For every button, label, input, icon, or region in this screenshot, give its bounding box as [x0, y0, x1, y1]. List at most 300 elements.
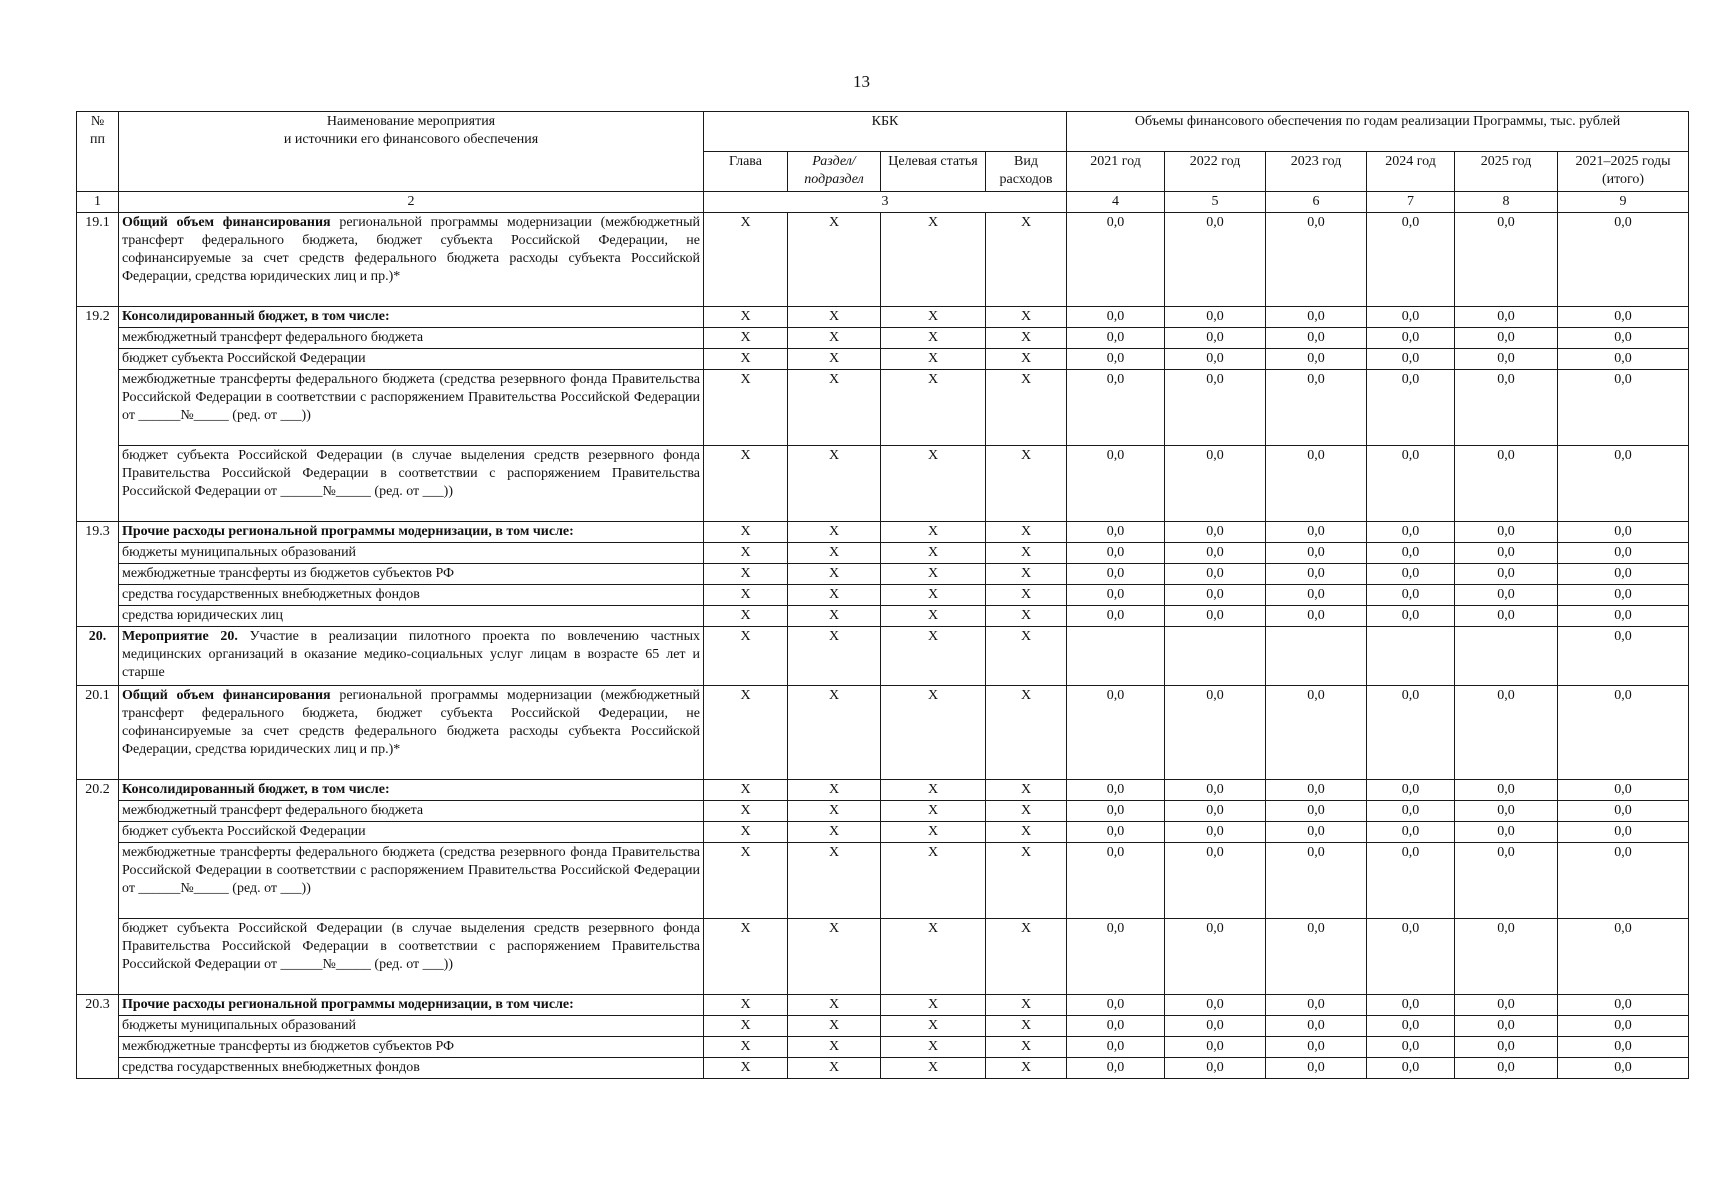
value-cell: 0,0	[1266, 213, 1367, 307]
value-cell: 0,0	[1367, 995, 1455, 1016]
row-number: 20.3	[77, 995, 119, 1079]
value-cell: 0,0	[1455, 446, 1558, 522]
kbk-cell: X	[788, 1058, 881, 1079]
value-cell: 0,0	[1266, 585, 1367, 606]
value-cell: 0,0	[1266, 919, 1367, 995]
value-cell: 0,0	[1165, 843, 1266, 919]
row-name: межбюджетные трансферты из бюджетов субъектов РФ	[119, 1037, 704, 1058]
kbk-cell: X	[986, 686, 1067, 780]
col-number: 3	[704, 192, 1067, 213]
value-cell: 0,0	[1165, 213, 1266, 307]
value-cell: 0,0	[1067, 522, 1165, 543]
kbk-cell: X	[881, 627, 986, 686]
kbk-cell: X	[704, 213, 788, 307]
table-row	[77, 686, 1689, 780]
value-cell: 0,0	[1455, 307, 1558, 328]
kbk-cell: X	[704, 606, 788, 627]
kbk-cell: X	[704, 843, 788, 919]
kbk-cell: X	[881, 1037, 986, 1058]
table-row	[77, 919, 1689, 995]
value-cell: 0,0	[1455, 801, 1558, 822]
kbk-cell: X	[881, 522, 986, 543]
header-kbk-statya: Целевая статья	[881, 152, 986, 192]
row-name	[119, 627, 704, 686]
value-cell: 0,0	[1558, 349, 1689, 370]
kbk-cell: X	[704, 822, 788, 843]
kbk-cell: X	[788, 349, 881, 370]
row-number: 20.2	[77, 780, 119, 995]
value-cell: 0,0	[1558, 822, 1689, 843]
value-cell: 0,0	[1266, 1037, 1367, 1058]
value-cell: 0,0	[1165, 1037, 1266, 1058]
value-cell: 0,0	[1455, 564, 1558, 585]
kbk-cell: X	[986, 627, 1067, 686]
kbk-cell: X	[788, 564, 881, 585]
value-cell: 0,0	[1067, 1016, 1165, 1037]
kbk-cell: X	[881, 446, 986, 522]
kbk-cell: X	[986, 1058, 1067, 1079]
kbk-cell: X	[986, 801, 1067, 822]
value-cell: 0,0	[1266, 606, 1367, 627]
value-cell: 0,0	[1558, 564, 1689, 585]
value-cell: 0,0	[1367, 1016, 1455, 1037]
value-cell: 0,0	[1367, 307, 1455, 328]
value-cell: 0,0	[1165, 349, 1266, 370]
value-cell: 0,0	[1266, 801, 1367, 822]
value-cell: 0,0	[1558, 1058, 1689, 1079]
table-row	[77, 349, 1689, 370]
kbk-cell: X	[986, 564, 1067, 585]
value-cell: 0,0	[1367, 370, 1455, 446]
value-cell: 0,0	[1067, 822, 1165, 843]
col-number: 6	[1266, 192, 1367, 213]
value-cell: 0,0	[1367, 446, 1455, 522]
value-cell: 0,0	[1067, 919, 1165, 995]
kbk-cell: X	[881, 995, 986, 1016]
col-number: 1	[77, 192, 119, 213]
kbk-cell: X	[704, 370, 788, 446]
kbk-cell: X	[788, 995, 881, 1016]
table-row	[77, 213, 1689, 307]
row-name: бюджет субъекта Российской Федерации (в случае выделения средств резервного фонда Правительства Российской Федерации в соответствии с распоряжением Правительства Российской Федерации от ______№_____ (ред. от ___))	[119, 446, 704, 522]
table-row	[77, 328, 1689, 349]
value-cell: 0,0	[1266, 843, 1367, 919]
table-row	[77, 801, 1689, 822]
kbk-cell: X	[788, 1016, 881, 1037]
table-row	[77, 370, 1689, 446]
row-name: межбюджетные трансферты федерального бюджета (средства резервного фонда Правительства Российской Федерации в соответствии с распоряжением Правительства Российской Федерации от ______№_____ (ред. от ___))	[119, 843, 704, 919]
value-cell: 0,0	[1266, 349, 1367, 370]
kbk-cell: X	[704, 1016, 788, 1037]
value-cell: 0,0	[1165, 446, 1266, 522]
value-cell: 0,0	[1067, 686, 1165, 780]
table-row	[77, 822, 1689, 843]
table-row	[77, 446, 1689, 522]
table-row	[77, 543, 1689, 564]
value-cell: 0,0	[1067, 1037, 1165, 1058]
kbk-cell: X	[704, 349, 788, 370]
value-cell: 0,0	[1165, 1058, 1266, 1079]
table-row	[77, 585, 1689, 606]
row-name-text: Участие в реализации пилотного проекта по вовлечению частных медицинских организаций в оказание медико-социальных услуг лицам в возрасте 65 лет и старше	[122, 629, 700, 680]
value-cell: 0,0	[1266, 522, 1367, 543]
value-cell: 0,0	[1165, 1016, 1266, 1037]
value-cell	[1455, 627, 1558, 686]
value-cell: 0,0	[1165, 522, 1266, 543]
value-cell: 0,0	[1455, 822, 1558, 843]
value-cell: 0,0	[1455, 328, 1558, 349]
value-cell: 0,0	[1367, 822, 1455, 843]
value-cell: 0,0	[1067, 307, 1165, 328]
header-row-1	[77, 112, 1689, 152]
kbk-cell: X	[881, 919, 986, 995]
value-cell: 0,0	[1455, 370, 1558, 446]
value-cell: 0,0	[1067, 328, 1165, 349]
header-year-2025: 2025 год	[1455, 152, 1558, 192]
kbk-cell: X	[986, 780, 1067, 801]
kbk-cell: X	[788, 446, 881, 522]
kbk-cell: X	[788, 686, 881, 780]
value-cell	[1367, 627, 1455, 686]
value-cell: 0,0	[1266, 686, 1367, 780]
value-cell: 0,0	[1367, 543, 1455, 564]
value-cell: 0,0	[1165, 307, 1266, 328]
kbk-cell: X	[986, 1016, 1067, 1037]
row-name: бюджет субъекта Российской Федерации	[119, 822, 704, 843]
header-num: № пп	[77, 112, 119, 192]
kbk-cell: X	[788, 627, 881, 686]
value-cell: 0,0	[1367, 1037, 1455, 1058]
value-cell: 0,0	[1558, 780, 1689, 801]
value-cell: 0,0	[1165, 919, 1266, 995]
kbk-cell: X	[986, 370, 1067, 446]
kbk-cell: X	[986, 213, 1067, 307]
table-row	[77, 564, 1689, 585]
value-cell: 0,0	[1165, 370, 1266, 446]
value-cell: 0,0	[1558, 627, 1689, 686]
kbk-cell: X	[986, 585, 1067, 606]
value-cell: 0,0	[1455, 213, 1558, 307]
table-row	[77, 307, 1689, 328]
table-row	[77, 843, 1689, 919]
value-cell: 0,0	[1455, 1016, 1558, 1037]
header-kbk-razdel: Раздел/ подраздел	[788, 152, 881, 192]
header-year-total: 2021–2025 годы (итого)	[1558, 152, 1689, 192]
value-cell: 0,0	[1266, 446, 1367, 522]
row-name: Прочие расходы региональной программы модернизации, в том числе:	[119, 522, 704, 543]
kbk-cell: X	[986, 822, 1067, 843]
value-cell: 0,0	[1558, 995, 1689, 1016]
kbk-cell: X	[788, 780, 881, 801]
row-name: межбюджетный трансферт федерального бюджета	[119, 328, 704, 349]
kbk-cell: X	[788, 585, 881, 606]
value-cell	[1067, 627, 1165, 686]
value-cell: 0,0	[1067, 446, 1165, 522]
value-cell: 0,0	[1455, 606, 1558, 627]
header-name: Наименование мероприятия и источники его финансового обеспечения	[119, 112, 704, 192]
kbk-cell: X	[704, 564, 788, 585]
column-number-row	[77, 192, 1689, 213]
value-cell: 0,0	[1067, 564, 1165, 585]
kbk-cell: X	[704, 627, 788, 686]
row-name: Консолидированный бюджет, в том числе:	[119, 780, 704, 801]
value-cell: 0,0	[1558, 328, 1689, 349]
header-volumes: Объемы финансового обеспечения по годам реализации Программы, тыс. рублей	[1067, 112, 1689, 152]
kbk-cell: X	[788, 1037, 881, 1058]
kbk-cell: X	[881, 370, 986, 446]
value-cell: 0,0	[1266, 1058, 1367, 1079]
page-number: 13	[853, 72, 870, 91]
header-kbk-vid: Вид расходов	[986, 152, 1067, 192]
value-cell: 0,0	[1558, 307, 1689, 328]
kbk-cell: X	[704, 686, 788, 780]
value-cell: 0,0	[1455, 843, 1558, 919]
header-year-2023: 2023 год	[1266, 152, 1367, 192]
value-cell: 0,0	[1165, 328, 1266, 349]
row-name: средства государственных внебюджетных фондов	[119, 585, 704, 606]
header-year-2022: 2022 год	[1165, 152, 1266, 192]
value-cell: 0,0	[1266, 1016, 1367, 1037]
header-kbk: КБК	[704, 112, 1067, 152]
value-cell: 0,0	[1067, 370, 1165, 446]
value-cell: 0,0	[1266, 543, 1367, 564]
row-number: 20.	[77, 627, 119, 686]
value-cell: 0,0	[1165, 585, 1266, 606]
value-cell: 0,0	[1367, 522, 1455, 543]
row-number: 20.1	[77, 686, 119, 780]
value-cell: 0,0	[1165, 606, 1266, 627]
value-cell: 0,0	[1367, 1058, 1455, 1079]
value-cell: 0,0	[1067, 213, 1165, 307]
value-cell	[1165, 627, 1266, 686]
kbk-cell: X	[986, 307, 1067, 328]
value-cell: 0,0	[1367, 213, 1455, 307]
col-number: 4	[1067, 192, 1165, 213]
value-cell: 0,0	[1067, 1058, 1165, 1079]
kbk-cell: X	[704, 919, 788, 995]
value-cell: 0,0	[1558, 919, 1689, 995]
row-number: 19.1	[77, 213, 119, 307]
table-body	[77, 213, 1689, 1079]
kbk-cell: X	[881, 349, 986, 370]
kbk-cell: X	[788, 919, 881, 995]
kbk-cell: X	[788, 543, 881, 564]
value-cell: 0,0	[1558, 585, 1689, 606]
kbk-cell: X	[704, 801, 788, 822]
row-name: средства государственных внебюджетных фондов	[119, 1058, 704, 1079]
kbk-cell: X	[881, 585, 986, 606]
kbk-cell: X	[881, 1058, 986, 1079]
header-kbk-glava: Глава	[704, 152, 788, 192]
value-cell: 0,0	[1165, 564, 1266, 585]
kbk-cell: X	[881, 780, 986, 801]
value-cell: 0,0	[1455, 780, 1558, 801]
row-number: 19.2	[77, 307, 119, 522]
row-name: Консолидированный бюджет, в том числе:	[119, 307, 704, 328]
value-cell: 0,0	[1367, 686, 1455, 780]
kbk-cell: X	[881, 213, 986, 307]
value-cell	[1266, 627, 1367, 686]
kbk-cell: X	[986, 1037, 1067, 1058]
value-cell: 0,0	[1266, 995, 1367, 1016]
kbk-cell: X	[986, 522, 1067, 543]
value-cell: 0,0	[1266, 822, 1367, 843]
value-cell: 0,0	[1367, 801, 1455, 822]
kbk-cell: X	[788, 822, 881, 843]
kbk-cell: X	[704, 446, 788, 522]
row-name	[119, 686, 704, 780]
kbk-cell: X	[788, 843, 881, 919]
value-cell: 0,0	[1165, 822, 1266, 843]
value-cell: 0,0	[1455, 919, 1558, 995]
table-row	[77, 780, 1689, 801]
value-cell: 0,0	[1266, 370, 1367, 446]
value-cell: 0,0	[1067, 843, 1165, 919]
value-cell: 0,0	[1367, 919, 1455, 995]
kbk-cell: X	[986, 446, 1067, 522]
kbk-cell: X	[788, 606, 881, 627]
row-name: бюджет субъекта Российской Федерации	[119, 349, 704, 370]
value-cell: 0,0	[1367, 585, 1455, 606]
value-cell: 0,0	[1165, 780, 1266, 801]
header-year-2021: 2021 год	[1067, 152, 1165, 192]
row-number: 19.3	[77, 522, 119, 627]
value-cell: 0,0	[1455, 543, 1558, 564]
kbk-cell: X	[788, 213, 881, 307]
value-cell: 0,0	[1558, 543, 1689, 564]
row-name: Прочие расходы региональной программы модернизации, в том числе:	[119, 995, 704, 1016]
value-cell: 0,0	[1558, 801, 1689, 822]
kbk-cell: X	[881, 606, 986, 627]
col-number: 8	[1455, 192, 1558, 213]
col-number: 2	[119, 192, 704, 213]
value-cell: 0,0	[1558, 1037, 1689, 1058]
value-cell: 0,0	[1266, 328, 1367, 349]
table-row	[77, 1037, 1689, 1058]
row-name-lead: Общий объем финансирования	[122, 688, 331, 703]
value-cell: 0,0	[1455, 349, 1558, 370]
value-cell: 0,0	[1266, 564, 1367, 585]
kbk-cell: X	[881, 543, 986, 564]
value-cell: 0,0	[1367, 349, 1455, 370]
kbk-cell: X	[881, 822, 986, 843]
kbk-cell: X	[704, 585, 788, 606]
table-row	[77, 1016, 1689, 1037]
row-name: средства юридических лиц	[119, 606, 704, 627]
value-cell: 0,0	[1367, 328, 1455, 349]
value-cell: 0,0	[1558, 522, 1689, 543]
kbk-cell: X	[788, 307, 881, 328]
kbk-cell: X	[704, 1058, 788, 1079]
row-name: межбюджетные трансферты из бюджетов субъектов РФ	[119, 564, 704, 585]
kbk-cell: X	[881, 1016, 986, 1037]
value-cell: 0,0	[1165, 801, 1266, 822]
table-row	[77, 627, 1689, 686]
kbk-cell: X	[986, 606, 1067, 627]
kbk-cell: X	[986, 995, 1067, 1016]
header-year-2024: 2024 год	[1367, 152, 1455, 192]
kbk-cell: X	[881, 564, 986, 585]
row-name	[119, 213, 704, 307]
row-name: межбюджетный трансферт федерального бюджета	[119, 801, 704, 822]
row-name: бюджеты муниципальных образований	[119, 543, 704, 564]
value-cell: 0,0	[1455, 522, 1558, 543]
kbk-cell: X	[704, 543, 788, 564]
value-cell: 0,0	[1367, 564, 1455, 585]
value-cell: 0,0	[1455, 1058, 1558, 1079]
kbk-cell: X	[704, 522, 788, 543]
table-row	[77, 606, 1689, 627]
value-cell: 0,0	[1558, 843, 1689, 919]
table-row	[77, 1058, 1689, 1079]
value-cell: 0,0	[1067, 606, 1165, 627]
value-cell: 0,0	[1558, 686, 1689, 780]
kbk-cell: X	[986, 543, 1067, 564]
kbk-cell: X	[704, 995, 788, 1016]
col-number: 7	[1367, 192, 1455, 213]
row-name-lead: Мероприятие 20.	[122, 629, 238, 644]
row-name-text: региональной программы модернизации (межбюджетный трансферт федерального бюджета, бюджет субъекта Российской Федерации, не софинансируемые за счет средств федерального бюджета расходы субъекта Российской Федерации, средства юридических лиц и пр.)*	[122, 215, 700, 284]
kbk-cell: X	[704, 307, 788, 328]
value-cell: 0,0	[1455, 585, 1558, 606]
row-name: межбюджетные трансферты федерального бюджета (средства резервного фонда Правительства Российской Федерации в соответствии с распоряжением Правительства Российской Федерации от ______№_____ (ред. от ___))	[119, 370, 704, 446]
value-cell: 0,0	[1455, 686, 1558, 780]
value-cell: 0,0	[1067, 349, 1165, 370]
kbk-cell: X	[788, 370, 881, 446]
kbk-cell: X	[986, 328, 1067, 349]
kbk-cell: X	[704, 1037, 788, 1058]
value-cell: 0,0	[1558, 446, 1689, 522]
value-cell: 0,0	[1455, 995, 1558, 1016]
row-name-text: региональной программы модернизации (межбюджетный трансферт федерального бюджета, бюджет субъекта Российской Федерации, не софинансируемые за счет средств федерального бюджета расходы субъекта Российской Федерации, средства юридических лиц и пр.)*	[122, 688, 700, 757]
kbk-cell: X	[986, 349, 1067, 370]
value-cell: 0,0	[1367, 606, 1455, 627]
value-cell: 0,0	[1067, 801, 1165, 822]
value-cell: 0,0	[1266, 307, 1367, 328]
funding-table	[76, 111, 1689, 1079]
col-number: 9	[1558, 192, 1689, 213]
table-row	[77, 995, 1689, 1016]
value-cell: 0,0	[1367, 780, 1455, 801]
row-name: бюджеты муниципальных образований	[119, 1016, 704, 1037]
kbk-cell: X	[788, 328, 881, 349]
value-cell: 0,0	[1067, 585, 1165, 606]
value-cell: 0,0	[1558, 1016, 1689, 1037]
value-cell: 0,0	[1067, 780, 1165, 801]
value-cell: 0,0	[1067, 543, 1165, 564]
row-name-lead: Общий объем финансирования	[122, 215, 331, 230]
table-row	[77, 522, 1689, 543]
kbk-cell: X	[881, 801, 986, 822]
kbk-cell: X	[986, 919, 1067, 995]
kbk-cell: X	[881, 328, 986, 349]
value-cell: 0,0	[1165, 995, 1266, 1016]
kbk-cell: X	[788, 522, 881, 543]
kbk-cell: X	[881, 686, 986, 780]
kbk-cell: X	[704, 328, 788, 349]
kbk-cell: X	[881, 307, 986, 328]
kbk-cell: X	[788, 801, 881, 822]
kbk-cell: X	[986, 843, 1067, 919]
kbk-cell: X	[881, 843, 986, 919]
value-cell: 0,0	[1558, 370, 1689, 446]
value-cell: 0,0	[1067, 995, 1165, 1016]
value-cell: 0,0	[1455, 1037, 1558, 1058]
col-number: 5	[1165, 192, 1266, 213]
value-cell: 0,0	[1558, 606, 1689, 627]
kbk-cell: X	[704, 780, 788, 801]
value-cell: 0,0	[1165, 543, 1266, 564]
